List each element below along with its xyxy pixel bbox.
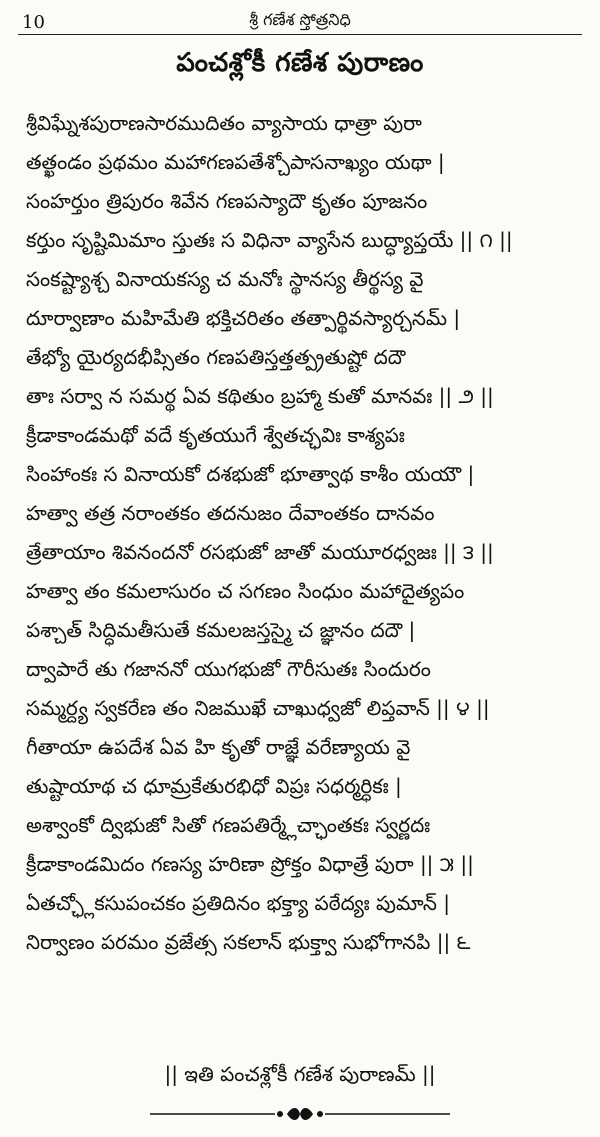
verse-line: శ్రీవిఘ్నేశపురాణసారముదితం వ్యాసాయ ధాత్రా పురా [26,111,422,135]
verse-line: త్రేతాయాం శివనందనో రసభుజో జాతో మయూరధ్వజః || ౩ || [26,540,494,564]
verse-line: సమ్మర్ద్య స్వకరేణ తం నిజముఖే చాఖుధ్వజో లిప్తవాన్ || ౪ || [26,696,490,720]
verse-line: తాః సర్వా న సమర్థ ఏవ కథితుం బ్రహ్మా కుతో మానవః || ౨ || [26,384,494,408]
verse-line: గీతాయా ఉపదేశ ఏవ హి కృతో రాజ్ఞే వరేణ్యాయ వై [26,735,411,759]
verse-line: హత్వా తం కమలాసురం చ సగణం సింధుం మహాదైత్యపం [26,579,465,603]
verse-line: సంకష్ట్యాశ్చ వినాయకస్య చ మనోః స్థానస్య తీర్థస్య వై [26,267,424,291]
verse-line: తేభ్యో యైర్యదభీప్సితం గణపతిస్తత్తత్ప్రతుష్టో దదౌ [26,345,406,369]
verse-line: ఏతచ్ఛ్లోకసుపంచకం ప్రతిదినం భక్త్యా పఠేద్యః పుమాన్ | [26,891,450,915]
verse-line: నిర్వాణం పరమం వ్రజేత్స సకలాన్ భుక్త్వా సుభోగానపి || ౬ [26,930,471,954]
verse-line: తుష్టాయాథ చ ధూమ్రకేతురభిధో విప్రః సధర్మర్ధికః | [26,774,402,798]
verse-line: సంహర్తుం త్రిపురం శివేన గణపస్యాదౌ కృతం పూజనం [26,189,428,213]
verse-line: క్రీడాకాండమథో వదే కృతయుగే శ్వేతచ్ఛవిః కాశ్యపః [26,423,405,447]
verse-line: అశ్వాంకో ద్విభుజో సితో గణపతిర్మ్లేచ్ఛాంతకః స్వర్ణదః [26,813,431,837]
verse-line: సింహాంకః స వినాయకో దశభుజో భూత్వాథ కాశీం యయౌ | [26,462,475,486]
verse-line: క్రీడాకాండమిదం గణస్య హరిణా ప్రోక్తం విధాత్రే పురా || ౫ || [26,852,474,876]
running-title: శ్రీ గణేశ స్తోత్రనిధి [249,10,351,29]
verse-line: హత్వా తత్ర నరాంతకం తదనుజం దేవాంతకం దానవం [26,501,435,525]
verse-line: పశ్చాత్ సిద్ధిమతీసుతే కమలజస్తస్మై చ జ్ఞానం దదౌ | [26,618,416,642]
verse-line: తత్ఖండం ప్రథమం మహాగణపతేశ్చోపాసనాఖ్యం యథా | [26,150,445,174]
verse-line: దూర్వాణాం మహిమేతి భక్తిచరితం తత్పార్థివస్యార్చనమ్ | [26,306,461,330]
verse-lines [26,104,586,962]
colophon: || ఇతి పంచశ్లోకీ గణేశ పురాణమ్ || [164,1062,436,1086]
flourish-ornament-icon [150,1104,450,1124]
running-header [18,6,582,35]
page-heading: పంచశ్లోకీ గణేశ పురాణం [176,48,424,78]
page-number: 10 [22,12,45,33]
verse-line: ద్వాపారే తు గజాననో యుగభుజో గౌరీసుతః సిందురం [26,657,431,681]
verse-line: కర్తుం సృష్టిమిమాం స్తుతః స విధినా వ్యాసేన బుద్ధ్యాప్తయే || ౧ || [26,228,513,252]
